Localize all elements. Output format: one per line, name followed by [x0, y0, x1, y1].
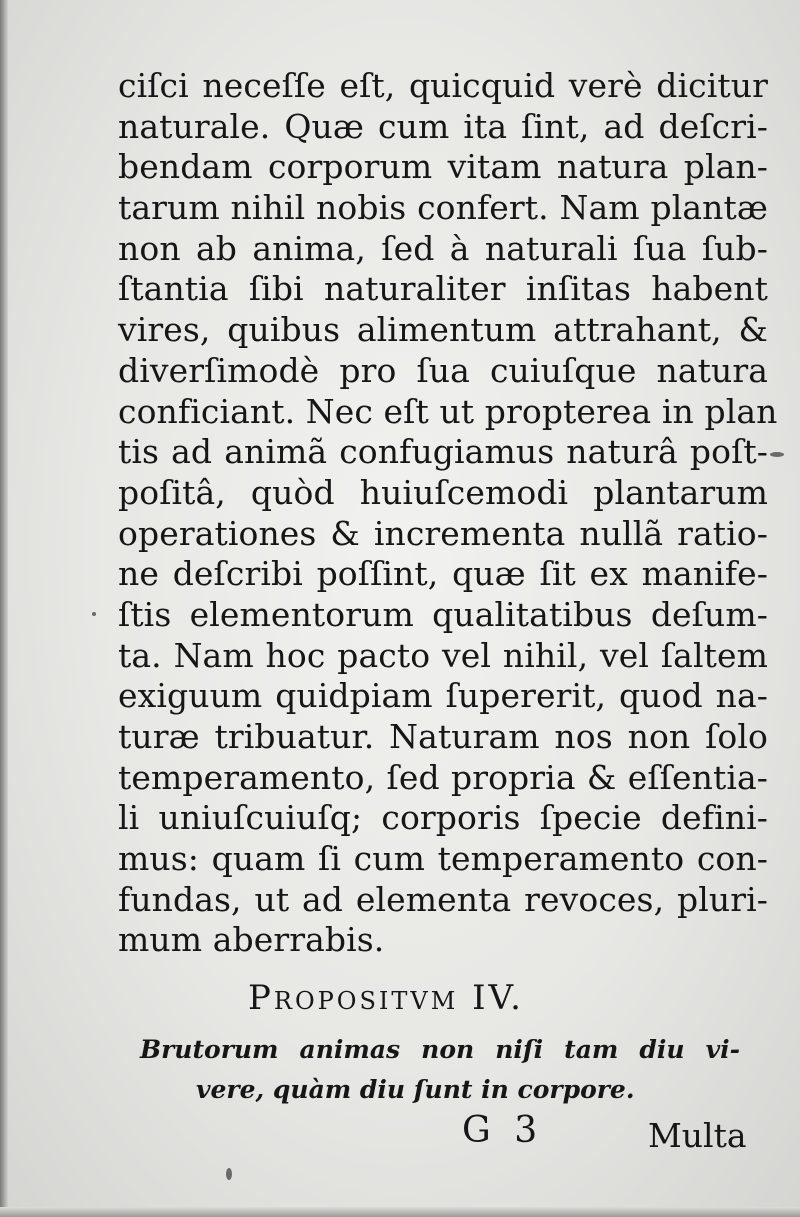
- statement-line: vere, quàm diu ſunt in corpore.: [196, 1075, 635, 1104]
- body-line: ta. Nam hoc pacto vel nihil, vel ſaltem: [118, 635, 768, 675]
- body-line: ſtantia ſibi naturaliter inſitas habent: [118, 269, 768, 309]
- body-line: vires, quibus alimentum attrahant, &: [118, 310, 768, 350]
- body-line: li uniuſcuiuſq; corporis ſpecie defini-: [118, 798, 768, 838]
- heading-word: Propositvm: [248, 978, 459, 1018]
- body-line: diverſimodè pro ſua cuiuſque natura: [118, 350, 768, 390]
- catchword: Multa: [648, 1116, 747, 1155]
- body-line: tarum nihil nobis confert. Nam plantæ: [118, 188, 768, 228]
- paper-speck: [92, 612, 96, 616]
- body-line: exiguum quidpiam ſupererit, quod na-: [118, 676, 768, 716]
- paper-speck: [770, 452, 784, 457]
- page-bottom-edge-shadow: [0, 1207, 800, 1217]
- body-line: temperamento, ſed propria & eſſentia-: [118, 757, 768, 797]
- body-line: naturale. Quæ cum ita ſint, ad deſcri-: [118, 106, 768, 146]
- body-line: tis ad animã confugiamus naturâ poſt-: [118, 432, 768, 472]
- body-line: mus: quam ſi cum temperamento con-: [118, 839, 768, 879]
- page-left-edge-shadow: [0, 0, 8, 1217]
- body-line: ſtis elementorum qualitatibus deſum-: [118, 594, 768, 634]
- paper-speck: [226, 1168, 232, 1180]
- body-line: mum aberrabis.: [118, 920, 385, 960]
- heading-numeral: IV.: [472, 978, 524, 1018]
- body-line: ciſci neceſſe eſt, quicquid verè dicitur: [118, 66, 768, 105]
- body-line: turæ tribuatur. Naturam nos non ſolo: [118, 717, 768, 756]
- body-line: operationes & incrementa nullã ratio-: [118, 513, 768, 553]
- body-line: conficiant. Nec eſt ut propterea in plan: [118, 391, 778, 431]
- signature-mark: G 3: [462, 1110, 544, 1151]
- body-line: bendam corporum vitam natura plan-: [118, 147, 768, 187]
- body-line: fundas, ut ad elementa revoces, pluri-: [118, 879, 768, 919]
- statement-line: Brutorum animas non niſi tam diu vi-: [140, 1035, 740, 1064]
- body-line: ne deſcribi poſſint, quæ ſit ex manife-: [118, 554, 768, 594]
- body-line: poſitâ, quòd huiuſcemodi plantarum: [118, 472, 768, 512]
- proposition-heading: [248, 978, 628, 1018]
- proposition-statement: [140, 1030, 740, 1110]
- body-line: non ab anima, ſed à naturali ſua ſub-: [118, 228, 768, 268]
- body-text: [118, 66, 778, 961]
